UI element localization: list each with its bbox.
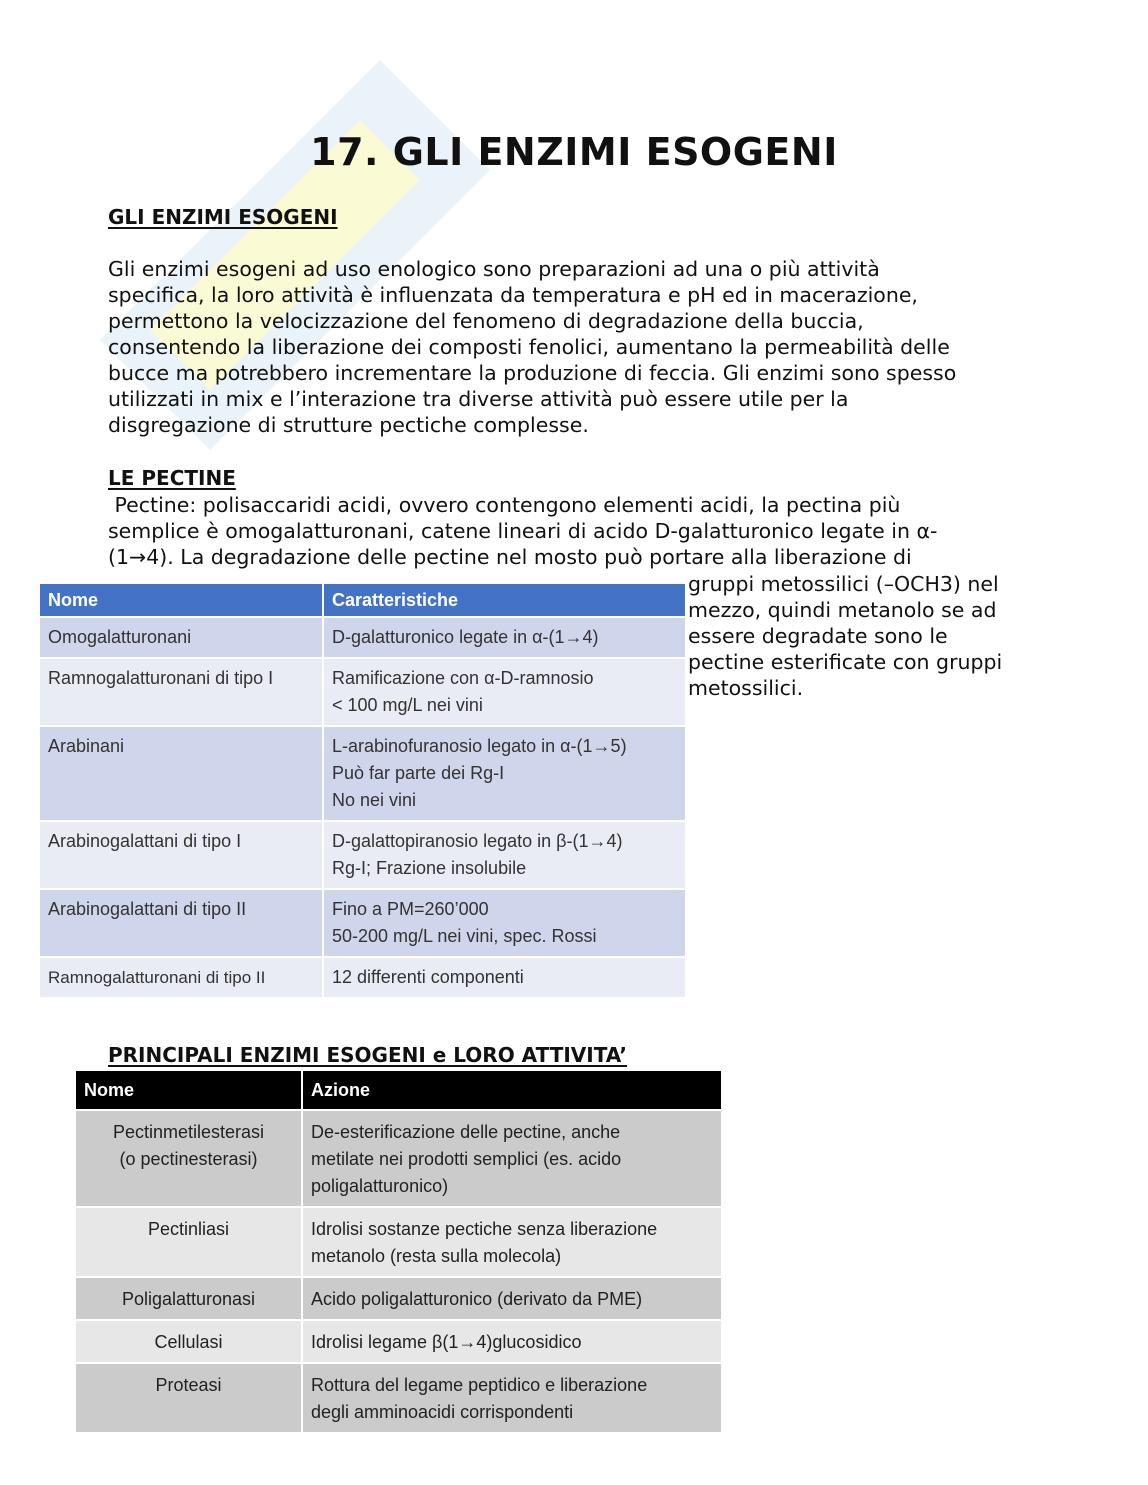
cell-name: Ramnogalatturonani di tipo I <box>40 658 323 726</box>
paragraph-pectine <box>108 492 937 570</box>
text-line: metossilici. <box>688 676 804 700</box>
text-line: mezzo, quindi metanolo se ad <box>688 598 997 622</box>
cell-line: Cellulasi <box>154 1332 223 1352</box>
text-line: Gli enzimi esogeni ad uso enologico sono preparazioni ad una o più attività <box>108 257 880 281</box>
cell-name <box>76 1207 302 1277</box>
paragraph-enzimi <box>108 256 956 438</box>
cell-name <box>76 1110 302 1207</box>
cell-name: Arabinani <box>40 726 323 821</box>
table-row <box>40 726 685 821</box>
table-header-row <box>76 1071 721 1110</box>
cell-characteristics <box>323 889 685 957</box>
paragraph-pectine-side <box>688 571 1002 701</box>
cell-line: Poligalatturonasi <box>121 1289 256 1309</box>
table-row <box>76 1110 721 1207</box>
cell-line: metilate nei prodotti semplici (es. acido <box>311 1149 622 1169</box>
cell-name: Arabinogalattani di tipo II <box>40 889 323 957</box>
cell-line: 50-200 mg/L nei vini, spec. Rossi <box>332 926 597 946</box>
table-row <box>40 821 685 889</box>
cell-action <box>302 1277 721 1320</box>
cell-line: (o pectinesterasi) <box>119 1149 258 1169</box>
table-row <box>40 889 685 957</box>
page-title: 17. GLI ENZIMI ESOGENI <box>310 130 838 174</box>
table-row <box>76 1320 721 1363</box>
table-row <box>76 1363 721 1432</box>
column-header-nome: Nome <box>40 584 323 617</box>
text-line: permettono la velocizzazione del fenomeno di degradazione della buccia, <box>108 309 864 333</box>
cell-name <box>76 1363 302 1432</box>
column-header-nome: Nome <box>76 1071 302 1110</box>
enzyme-table <box>76 1071 721 1432</box>
text-line: bucce ma potrebbero incrementare la produzione di feccia. Gli enzimi sono spesso <box>108 361 957 385</box>
text-line: disgregazione di strutture pectiche complesse. <box>108 413 589 437</box>
text-line: gruppi metossilici (–OCH3) nel <box>688 572 999 596</box>
cell-line: Acido poligalatturonico (derivato da PME) <box>311 1289 643 1309</box>
cell-characteristics <box>323 821 685 889</box>
cell-line: poligalatturonico) <box>311 1176 449 1196</box>
cell-action <box>302 1363 721 1432</box>
text-line: Pectine: polisaccaridi acidi, ovvero contengono elementi acidi, la pectina più <box>108 493 901 517</box>
cell-characteristics <box>323 617 685 658</box>
text-line: utilizzati in mix e l’interazione tra diverse attività può essere utile per la <box>108 387 849 411</box>
cell-line: Rg-I; Frazione insolubile <box>332 858 527 878</box>
text-line: specifica, la loro attività è influenzata da temperatura e pH ed in macerazione, <box>108 283 918 307</box>
cell-name <box>76 1277 302 1320</box>
cell-action <box>302 1320 721 1363</box>
table-row <box>76 1277 721 1320</box>
cell-action <box>302 1207 721 1277</box>
table-row <box>40 957 685 998</box>
cell-line: Pectinliasi <box>147 1219 230 1239</box>
cell-line: Ramificazione con α-D-ramnosio <box>332 668 594 688</box>
table-row <box>76 1207 721 1277</box>
text-line: pectine esterificate con gruppi <box>688 650 1003 674</box>
cell-characteristics <box>323 957 685 998</box>
column-header-caratteristiche: Caratteristiche <box>323 584 685 617</box>
cell-name: Ramnogalatturonani di tipo II <box>40 957 323 998</box>
cell-line: De-esterificazione delle pectine, anche <box>311 1122 621 1142</box>
cell-line: Idrolisi sostanze pectiche senza liberazione <box>311 1219 658 1239</box>
cell-line: Pectinmetilesterasi <box>112 1122 265 1142</box>
cell-characteristics <box>323 658 685 726</box>
cell-line: Può far parte dei Rg-I <box>332 763 505 783</box>
cell-line: D-galatturonico legate in α-(1→4) <box>332 627 599 647</box>
cell-line: Proteasi <box>155 1375 222 1395</box>
cell-line: metanolo (resta sulla molecola) <box>311 1246 562 1266</box>
text-line: semplice è omogalatturonani, catene lineari di acido D-galatturonico legate in α- <box>108 519 938 543</box>
cell-name: Omogalatturonani <box>40 617 323 658</box>
section-heading-enzimi: GLI ENZIMI ESOGENI <box>108 205 338 229</box>
section-heading-principali: PRINCIPALI ENZIMI ESOGENI e LORO ATTIVITA’ <box>108 1043 628 1067</box>
cell-line: D-galattopiranosio legato in β-(1→4) <box>332 831 623 851</box>
cell-line: < 100 mg/L nei vini <box>332 695 483 715</box>
text-line: consentendo la liberazione dei composti fenolici, aumentano la permeabilità delle <box>108 335 950 359</box>
table-row <box>40 617 685 658</box>
column-header-azione: Azione <box>302 1071 721 1110</box>
text-line: essere degradate sono le <box>688 624 948 648</box>
pectin-table <box>40 584 685 999</box>
cell-line: L-arabinofuranosio legato in α-(1→5) <box>332 736 627 756</box>
cell-characteristics <box>323 726 685 821</box>
cell-line: 12 differenti componenti <box>332 967 524 987</box>
cell-line: Idrolisi legame β(1→4)glucosidico <box>311 1332 582 1352</box>
text-line: (1→4). La degradazione delle pectine nel mosto può portare alla liberazione di <box>108 545 912 569</box>
table-row <box>40 658 685 726</box>
cell-line: No nei vini <box>332 790 417 810</box>
cell-line: degli amminoacidi corrispondenti <box>311 1402 574 1422</box>
cell-action <box>302 1110 721 1207</box>
cell-name: Arabinogalattani di tipo I <box>40 821 323 889</box>
cell-name <box>76 1320 302 1363</box>
cell-line: Fino a PM=260’000 <box>332 899 489 919</box>
section-heading-pectine: LE PECTINE <box>108 466 236 490</box>
table-header-row <box>40 584 685 617</box>
cell-line: Rottura del legame peptidico e liberazione <box>311 1375 648 1395</box>
